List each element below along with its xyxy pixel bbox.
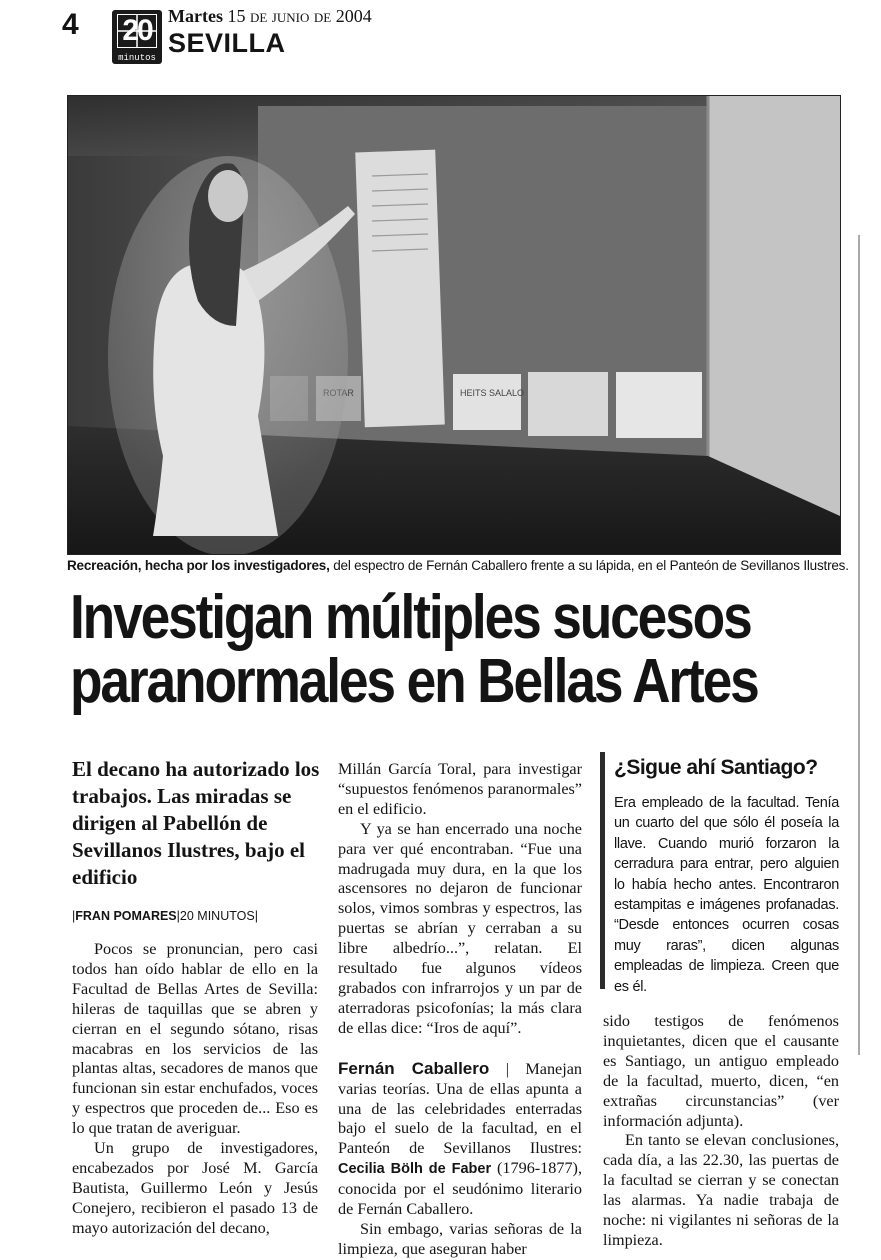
paragraph: Y ya se han encerrado una noche para ver qué encontraban. “Fue una madrugada muy dura, en la que los ascensores no dejaron de funcionar solos, vimos sombras y espectros, las puertas se abrían y cerraban a su libre albedrío...”, relatan. El resultado fue algunos vídeos grabados con infrarrojos y un par de aterradoras psicofonías; la más clara de ellas dice: “Iros de aquí”. <box>338 819 582 1037</box>
caption-lead: Recreación, hecha por los investigadores, <box>67 558 330 573</box>
paragraph: Pocos se pronuncian, pero casi todos han oído hablar de ello en la Facultad de Bellas Artes de Sevilla: hileras de taquillas que se abren y cierran en el segundo sótano, risas macabras en los servicios de las plantas altas, secadores de manos que funcionan sin estar enchufados, voces y espectros que proceden de... Eso es lo que tratan de averiguar. <box>72 940 318 1138</box>
article-column-3 <box>603 1012 839 1251</box>
paragraph-with-lead <box>338 1059 582 1220</box>
date-month: de junio de <box>249 6 332 26</box>
date-year: 2004 <box>331 6 372 26</box>
headline-line-1: Investigan múltiples sucesos <box>70 583 751 652</box>
paragraph: Un grupo de investigadores, encabezados por José M. García Bautista, Guillermo León y Jesús Conejero, recibieron el pasado 13 de mayo autorización del decano, <box>72 1139 318 1237</box>
date-day: Martes <box>168 6 223 26</box>
date-number: 15 <box>222 6 250 26</box>
paragraph-text: (1796-1877), conocida por el seudónimo literario de Fernán Caballero. <box>338 1159 582 1219</box>
caption-text: del espectro de Fernán Caballero frente a su lápida, en el Panteón de Sevillanos Ilustres. <box>329 558 849 573</box>
issue-date <box>168 6 372 27</box>
sidebar-body: Era empleado de la facultad. Tenía un cuarto del que sólo él poseía la llave. Cuando murió forzaron la cerradura para entrar, pero alguien lo había hecho antes. Encontraron estampitas e imágenes profanadas. “Desde entonces ocurren cosas muy raras”, dicen algunas empleadas de limpieza. Creen que es él. <box>614 795 839 995</box>
headline <box>70 583 758 716</box>
logo-mark: 20 <box>122 14 152 47</box>
paragraph: En tanto se elevan conclusiones, cada día, a las 22.30, las puertas de la facultad se cierran y se conectan las alarmas. Ya nadie trabaja de noche: ni vigilantes ni señoras de la limpieza. <box>603 1131 839 1249</box>
paragraph: Sin embago, varias señoras de la limpieza, que aseguran haber <box>338 1219 582 1258</box>
sign-text: ROTAR <box>323 388 354 398</box>
section-lead-name: Fernán Caballero <box>338 1058 490 1078</box>
byline-separator: | <box>254 909 258 923</box>
logo-word: minutos <box>118 53 156 63</box>
paragraph: sido testigos de fenómenos inquietantes, dicen que el causante es Santiago, un antiguo empleado de la facultad, muerto, dicen, “en extrañas circunstancias” (ver información adjunta). <box>603 1012 839 1130</box>
page-number: 4 <box>62 8 79 41</box>
section-city: SEVILLA <box>168 28 286 58</box>
byline-separator: | <box>72 909 76 923</box>
photo-caption <box>67 558 867 573</box>
article-column-2 <box>338 760 582 1260</box>
byline-author: FRAN POMARES <box>75 909 177 923</box>
bold-name: Cecilia Bölh de Faber <box>338 1161 492 1178</box>
paragraph-text: Manejan varias teorías. Una de ellas apunta a una de las celebridades enterradas bajo el suelo de la facultad, en el Panteón de Sevillanos Ilustres: <box>338 1059 583 1158</box>
article-photo <box>67 95 841 555</box>
byline <box>72 909 258 923</box>
sidebar-title: ¿Sigue ahí Santiago? <box>614 756 818 779</box>
sidebar-accent-bar <box>600 752 605 989</box>
page-edge-line <box>858 235 860 1055</box>
newspaper-logo <box>112 10 162 64</box>
headline-line-2: paranormales en Bellas Artes <box>70 647 758 716</box>
byline-organization: 20 MINUTOS <box>179 909 255 923</box>
article-column-1 <box>72 940 318 1239</box>
paragraph: Millán García Toral, para investigar “supuestos fenómenos paranormales” en el edificio. <box>338 760 582 818</box>
byline-separator: | <box>176 909 180 923</box>
subheadline: El decano ha autorizado los trabajos. Las miradas se dirigen al Pabellón de Sevillanos Ilustres, bajo el edificio <box>72 757 320 889</box>
sign-text: HEITS SALALO <box>460 388 525 398</box>
lead-separator: | <box>489 1059 526 1078</box>
